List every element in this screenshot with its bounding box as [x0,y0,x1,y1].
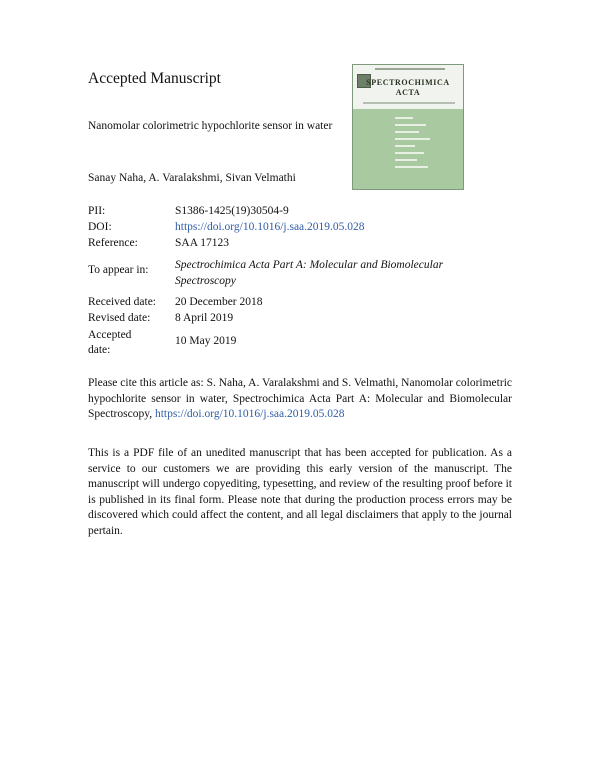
authors: Sanay Naha, A. Varalakshmi, Sivan Velmathi [88,172,296,184]
accepted-label: Accepted date: [88,329,132,356]
citation-paragraph: Please cite this article as: S. Naha, A. Varalakshmi and S. Velmathi, Nanomolar colorimetric hypochlorite sensor in water, Spectrochimica Acta Part A: Molecular and Biomolecular Spectroscopy, https://doi.org/10.1016/j.saa.2019.05.028 [88,377,512,420]
cover-journal-name: SPECTROCHIMICA ACTA [366,78,450,97]
cover-header [353,65,463,109]
accepted-value: 10 May 2019 [175,335,237,347]
cover-rule [375,68,445,70]
revised-label: Revised date: [88,312,151,324]
received-value: 20 December 2018 [175,296,263,308]
cover-text-block [395,117,439,185]
disclaimer-paragraph: This is a PDF file of an unedited manuscript that has been accepted for publication. As a service to our customers we are providing this early version of the manuscript. The manuscript will undergo copyediting, typesetting, and review of the resulting proof before it is published in its final form. Please note that during the production process errors may be discovered which could affect the content, and all legal disclaimers that apply to the journal pertain. [88,447,512,537]
article-title: Nanomolar colorimetric hypochlorite sensor in water [88,120,333,132]
doi-link[interactable]: https://doi.org/10.1016/j.saa.2019.05.028 [175,221,365,233]
cover-rule [363,102,455,104]
appear-label: To appear in: [88,264,149,276]
pii-value: S1386-1425(19)30504-9 [175,205,289,217]
reference-value: SAA 17123 [175,237,229,249]
page-title: Accepted Manuscript [88,70,221,87]
citation-doi-link[interactable]: https://doi.org/10.1016/j.saa.2019.05.028 [154,408,345,420]
pii-label: PII: [88,205,106,217]
reference-label: Reference: [88,237,138,249]
doi-label: DOI: [88,221,112,233]
journal-cover-image [352,64,464,190]
revised-value: 8 April 2019 [175,312,234,324]
received-label: Received date: [88,296,157,308]
appear-value: Spectrochimica Acta Part A: Molecular and Biomolecular Spectroscopy [175,259,444,287]
